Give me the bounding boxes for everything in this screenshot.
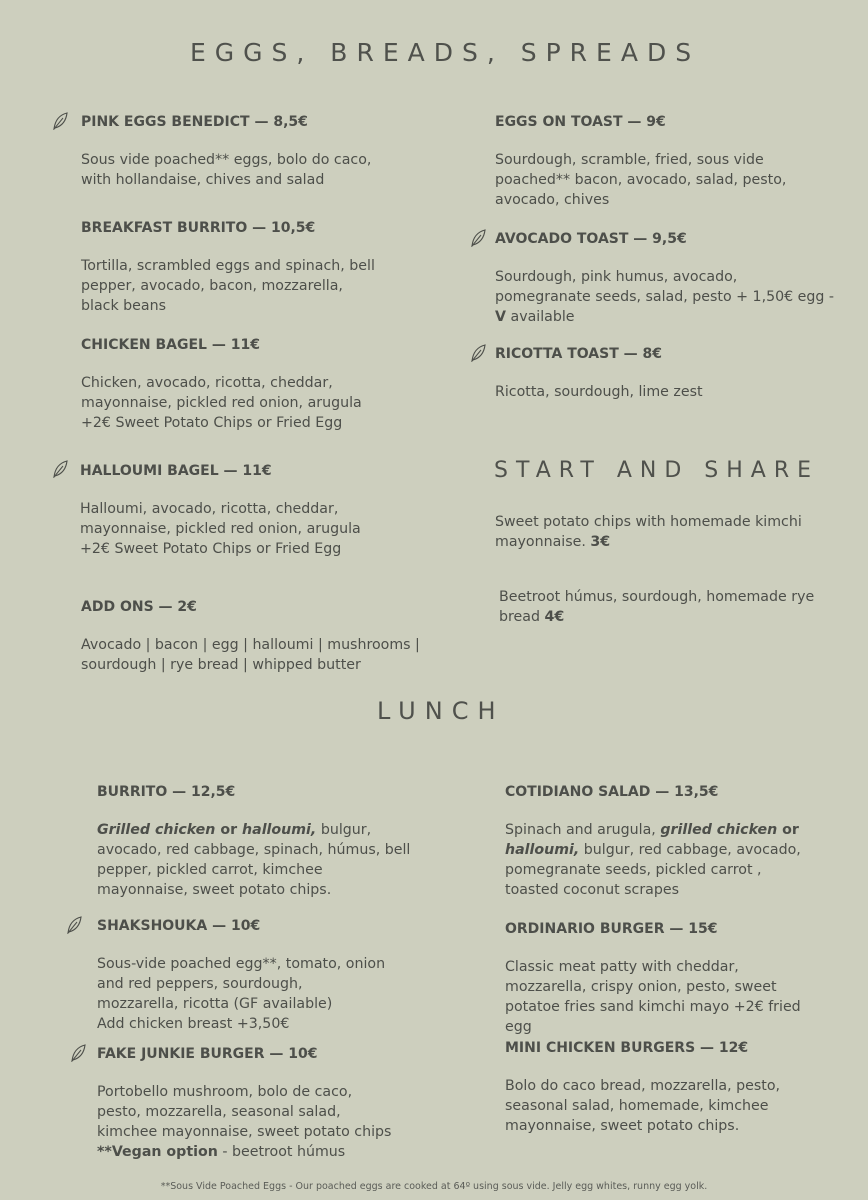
desc-protein-1: grilled chicken [660, 822, 778, 838]
item-description: Bolo do caco bread, mozzarella, pesto, seasonal salad, homemade, kimchee mayonnaise, sweet potato chips. [505, 1078, 781, 1134]
section-title-eggs: EGGS, BREADS, SPREADS [190, 38, 701, 67]
desc-protein-2: halloumi, [242, 822, 317, 838]
menu-item-halloumi-bagel [80, 463, 430, 559]
item-description: Halloumi, avocado, ricotta, cheddar, mayonnaise, pickled red onion, arugula +2€ Sweet Potato Chips or Fried Egg [80, 501, 361, 557]
item-title: MINI CHICKEN BURGERS — 12€ [505, 1040, 749, 1056]
leaf-icon [52, 460, 68, 478]
vegan-marker: V [495, 309, 506, 325]
menu-item-burrito [97, 784, 447, 900]
item-description [505, 820, 815, 900]
menu-item-beetroot-humus [499, 587, 849, 627]
desc-text: Spinach and arugula, [505, 822, 661, 838]
item-description: Tortilla, scrambled eggs and spinach, bell pepper, avocado, bacon, mozzarella, black beans [81, 258, 375, 314]
item-description: Sous vide poached** eggs, bolo do caco, with hollandaise, chives and salad [81, 152, 372, 188]
item-title: PINK EGGS BENEDICT — 8,5€ [81, 114, 308, 130]
menu-item-pink-eggs [81, 114, 431, 190]
menu-item-fake-junkie-burger [97, 1046, 447, 1162]
item-description: Ricotta, sourdough, lime zest [495, 384, 703, 400]
menu-item-mini-chicken-burgers [505, 1040, 855, 1136]
desc-text: Portobello mushroom, bolo de caco, pesto, mozzarella, seasonal salad, kimchee mayonnaise, sweet potato chips [97, 1084, 392, 1140]
item-price: 4€ [544, 609, 565, 625]
item-title: FAKE JUNKIE BURGER — 10€ [97, 1046, 318, 1062]
desc-text: Sourdough, pink humus, avocado, pomegranate seeds, salad, pesto + 1,50€ egg - [495, 269, 835, 305]
desc-protein-1: Grilled chicken [97, 822, 216, 838]
menu-item-eggs-on-toast [495, 114, 845, 210]
item-title: EGGS ON TOAST — 9€ [495, 114, 666, 130]
menu-item-cotidiano-salad [505, 784, 855, 900]
section-title-share: START AND SHARE [494, 458, 820, 483]
item-title: SHAKSHOUKA — 10€ [97, 918, 261, 934]
item-title: ADD ONS — 2€ [81, 599, 197, 615]
menu-item-chicken-bagel [81, 337, 431, 433]
item-description: Chicken, avocado, ricotta, cheddar, mayonnaise, pickled red onion, arugula +2€ Sweet Potato Chips or Fried Egg [81, 375, 362, 431]
item-description [495, 512, 805, 552]
menu-item-ordinario-burger [505, 921, 855, 1037]
desc-text: bulgur, avocado, red cabbage, spinach, húmus, bell pepper, pickled carrot, kimchee mayonnaise, sweet potato chips. [97, 822, 411, 898]
leaf-icon [70, 1044, 86, 1062]
leaf-icon [66, 916, 82, 934]
vegan-option: **Vegan option [97, 1144, 218, 1160]
item-description [495, 267, 835, 327]
section-title-lunch: LUNCH [377, 697, 505, 725]
desc-or: or [777, 822, 799, 838]
menu-item-shakshouka [97, 918, 447, 1034]
item-title: BREAKFAST BURRITO — 10,5€ [81, 220, 316, 236]
item-description-extra: Add chicken breast +3,50€ [97, 1016, 290, 1032]
menu-item-add-ons [81, 599, 431, 675]
leaf-icon [470, 229, 486, 247]
item-title: ORDINARIO BURGER — 15€ [505, 921, 718, 937]
item-title: RICOTTA TOAST — 8€ [495, 346, 662, 362]
desc-text: Beetroot húmus, sourdough, homemade rye bread [499, 589, 815, 625]
item-price: 3€ [590, 534, 611, 550]
item-description [97, 820, 412, 900]
desc-text-after: available [505, 309, 575, 325]
desc-or: or [215, 822, 243, 838]
item-description: Sous-vide poached egg**, tomato, onion and red peppers, sourdough, mozzarella, ricotta (GF available) [97, 956, 386, 1012]
item-description [499, 587, 819, 627]
desc-text-after: - beetroot húmus [217, 1144, 346, 1160]
desc-protein-2: halloumi, [505, 842, 580, 858]
item-title: COTIDIANO SALAD — 13,5€ [505, 784, 719, 800]
desc-text: Sweet potato chips with homemade kimchi mayonnaise. [495, 514, 802, 550]
item-description: Sourdough, scramble, fried, sous vide poached** bacon, avocado, salad, pesto, avocado, chives [495, 152, 787, 208]
menu-item-sweet-potato-chips [495, 512, 845, 552]
menu-item-breakfast-burrito [81, 220, 431, 316]
item-description: Classic meat patty with cheddar, mozzarella, crispy onion, pesto, sweet potatoe fries sand kimchi mayo +2€ fried egg [505, 959, 801, 1035]
item-title: BURRITO — 12,5€ [97, 784, 236, 800]
menu-item-ricotta-toast [495, 346, 845, 402]
desc-text-rest: bulgur, red cabbage, avocado, pomegranate seeds, pickled carrot , toasted coconut scrapes [505, 842, 801, 898]
leaf-icon [52, 112, 68, 130]
item-title: AVOCADO TOAST — 9,5€ [495, 231, 687, 247]
item-description [97, 1082, 397, 1162]
item-title: HALLOUMI BAGEL — 11€ [80, 463, 272, 479]
item-title: CHICKEN BAGEL — 11€ [81, 337, 260, 353]
footnote: **Sous Vide Poached Eggs - Our poached eggs are cooked at 64º using sous vide. Jelly egg whites, runny egg yolk. [160, 1181, 708, 1192]
menu-item-avocado-toast [495, 231, 845, 327]
leaf-icon [470, 344, 486, 362]
item-description: Avocado | bacon | egg | halloumi | mushrooms | sourdough | rye bread | whipped butter [81, 637, 420, 673]
